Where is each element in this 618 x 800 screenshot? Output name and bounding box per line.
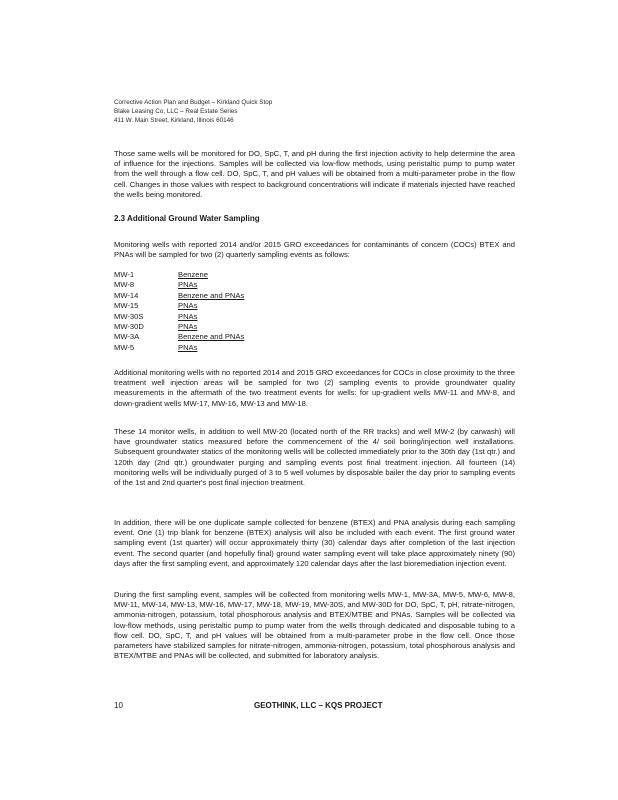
well-row: [114, 291, 244, 301]
well-target: PNAs: [178, 342, 198, 352]
paragraph-additional-wells: Additional monitoring wells with no reported 2014 and 2015 GRO exceedances for COCs in close proximity to the three treatment well injection areas will be sampled for two (2) sampling events to provide groundwater quality measurements in the aftermath of the two treatment events for wells: for up-gradient wells MW-11 and MW-8, and down-gradient wells MW-17, MW-16, MW-13 and MW-18.: [114, 368, 515, 408]
well-row: [114, 270, 244, 280]
well-target: Benzene: [178, 270, 208, 279]
well-row: [114, 322, 244, 332]
well-id: MW-8: [114, 280, 135, 290]
well-target: PNAs: [178, 311, 198, 321]
well-row: [114, 332, 244, 342]
page-number: 10: [114, 701, 123, 710]
page-header: [114, 98, 414, 126]
paragraph-monitoring-injection: Those same wells will be monitored for DO, SpC, T, and pH during the first injection activity to help determine the area of influence for the injections. Samples will be collected via low-flow methods, using peristaltic pump to pump water from the well through a flow cell. DO, SpC, T, and pH values will be obtained from a multi-parameter probe in the flow cell. Changes in those values with respect to background concentrations will indicate if materials injected have reached the wells being monitored.: [114, 149, 515, 199]
header-line-2: Blake Leasing Co, LLC – Real Estate Series: [114, 108, 238, 116]
well-row: [114, 312, 244, 322]
well-target: PNAs: [178, 322, 198, 332]
section-heading: 2.3 Additional Ground Water Sampling: [114, 214, 260, 223]
well-id: MW-30S: [114, 311, 144, 321]
well-id: MW-30D: [114, 322, 144, 332]
well-row: [114, 280, 244, 290]
well-id: MW-15: [114, 301, 139, 311]
well-id: MW-14: [114, 290, 139, 300]
header-line-1: Corrective Action Plan and Budget – Kirkland Quick Stop: [114, 99, 273, 106]
paragraph-groundwater-statics: These 14 monitor wells, in addition to well MW-20 (located north of the RR tracks) and well MW-2 (by carwash) will have groundwater statics measured before the commencement of the 4/ soil boring/injection well installations. Subsequent groundwater statics of the monitoring wells will be collected immediately prior to the 30th day (1st qtr.) and 120th day (2nd qtr.) groundwater purging and sampling events post final treatment injection. All fourteen (14) monitoring wells will be individually purged of 3 to 5 well volumes by disposable bailer the day prior to sampling events of the 1st and 2nd quarter's post final injection treatment.: [114, 427, 515, 488]
well-id: MW-5: [114, 342, 135, 352]
well-target: PNAs: [178, 301, 198, 311]
paragraph-duplicate-sample: In addition, there will be one duplicate sample collected for benzene (BTEX) and PNA analysis during each sampling event. One (1) trip blank for benzene (BTEX) analysis will also be included with each event. The first ground water sampling event (1st quarter) will occur approximately thirty (30) calendar days after completion of the last injection event. The second quarter (and hopefully final) ground water sampling event will take place approximately ninety (90) days after the first sampling event, and approximately 120 calendar days after the last bioremediation injection event.: [114, 518, 515, 568]
well-id: MW-1: [114, 270, 135, 279]
paragraph-wells-intro: Monitoring wells with reported 2014 and/or 2015 GRO exceedances for contaminants of concern (COCs) BTEX and PNAs will be sampled for two (2) quarterly sampling events as follows:: [114, 240, 515, 260]
well-row: [114, 301, 244, 311]
well-row: [114, 343, 244, 353]
well-list: [114, 270, 244, 353]
well-id: MW-3A: [114, 332, 140, 342]
well-target: Benzene and PNAs: [178, 290, 245, 300]
footer-project: GEOTHINK, LLC – KQS PROJECT: [254, 701, 383, 710]
well-target: PNAs: [178, 280, 198, 290]
well-target: Benzene and PNAs: [178, 332, 245, 342]
paragraph-first-sampling-event: During the first sampling event, samples will be collected from monitoring wells MW-1, MW-3A, MW-5, MW-6, MW-8, MW-11, MW-14, MW-13, MW-16, MW-17, MW-18, MW-19, MW-30S, and MW-30D for DO, SpC, T, pH, nitrate-nitrogen, ammonia-nitrogen, potassium, total phosphorous analysis and BTEX/MTBE and PNAs. Samples will be collected via low-flow methods, using peristaltic pump to pump water from the wells through dedicated and disposable tubing to a flow cell. DO, SpC, T, and pH values will be obtained from a multi-parameter probe in the flow cell. Once those parameters have stabilized samples for nitrate-nitrogen, ammonia-nitrogen, potassium, total phosphorous analysis and BTEX/MTBE and PNAs will be collected, and submitted for laboratory analysis.: [114, 590, 515, 661]
header-line-3: 411 W. Main Street, Kirkland, Illinois 60146: [114, 117, 234, 125]
